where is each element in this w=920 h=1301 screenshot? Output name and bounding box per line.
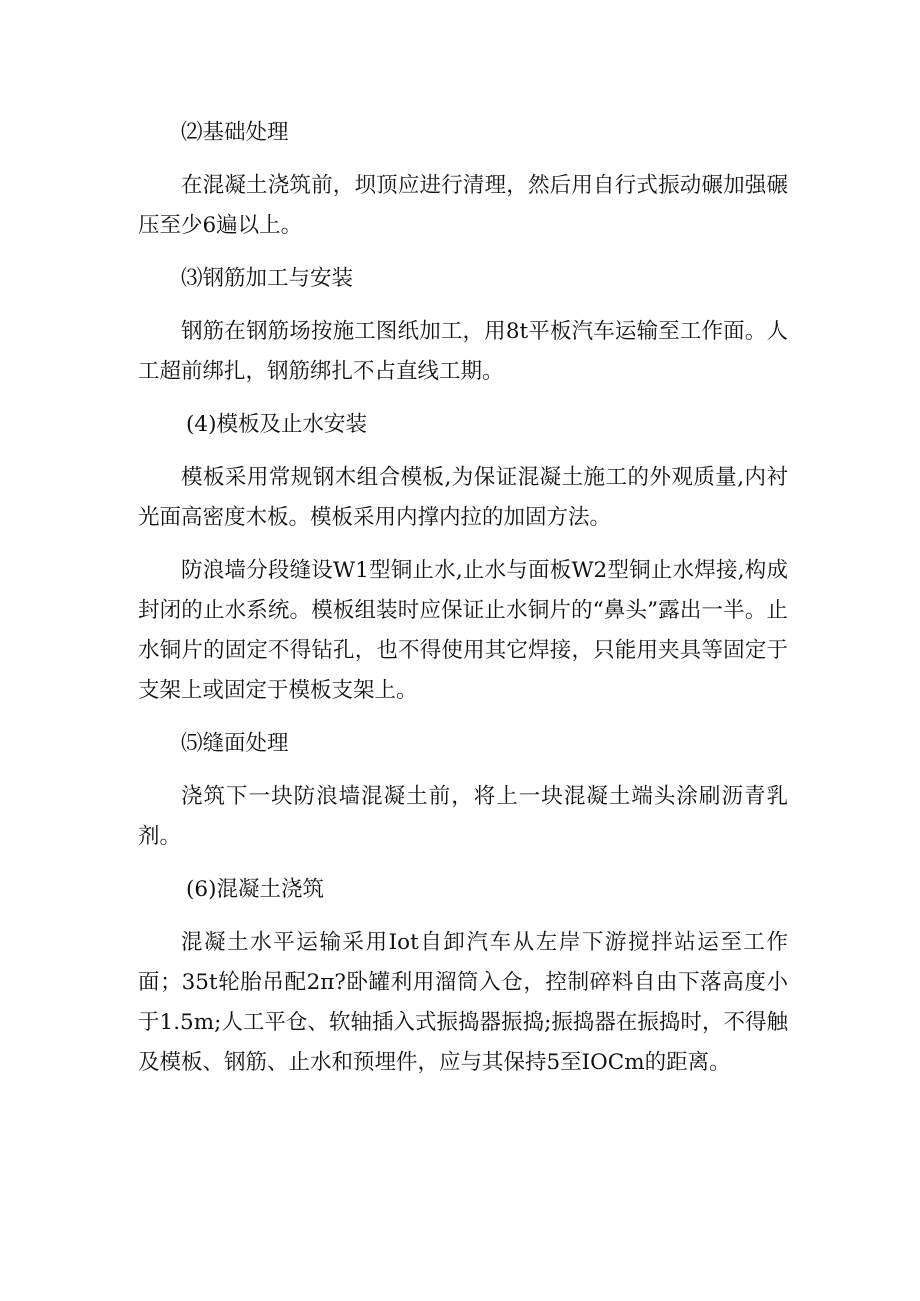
paragraph-joint: 浇筑下一块防浪墙混凝土前，将上一块混凝土端头涂刷沥青乳剂。 xyxy=(138,784,788,849)
paragraph-pouring: 混凝土水平运输采用Iot自卸汽车从左岸下游搅拌站运至工作面；35t轮胎吊配2π?卧罐利用溜筒入仓，控制碎料自由下落高度小于1.5m;人工平仓、软轴插入式振捣器振捣;振捣器在振捣时，不得触及模板、钢筋、止水和预埋件，应与其保持5至IOCm的距离。 xyxy=(138,930,788,1075)
section-heading-rebar: ⑶钢筋加工与安装 xyxy=(181,266,354,291)
section-heading-joint: ⑸缝面处理 xyxy=(181,731,289,756)
section-heading-formwork: (4)模板及止水安装 xyxy=(186,412,367,437)
section-heading-pouring: (6)混凝土浇筑 xyxy=(186,877,324,902)
paragraph-formwork: 模板采用常规钢木组合模板,为保证混凝土施工的外观质量,内衬光面高密度木板。模板采用内撑内拉的加固方法。 xyxy=(138,465,788,530)
paragraph-waterstop: 防浪墙分段缝设W1型铜止水,止水与面板W2型铜止水焊接,构成封闭的止水系统。模板组装时应保证止水铜片的“鼻头”露出一半。止水铜片的固定不得钻孔，也不得使用其它焊接，只能用夹具等固定于支架上或固定于模板支架上。 xyxy=(138,558,788,703)
paragraph-rebar: 钢筋在钢筋场按施工图纸加工，用8t平板汽车运输至工作面。人工超前绑扎，钢筋绑扎不占直线工期。 xyxy=(138,319,788,384)
paragraph-foundation: 在混凝土浇筑前，坝顶应进行清理，然后用自行式振动碾加强碾压至少6遍以上。 xyxy=(138,173,788,238)
document-body xyxy=(138,113,788,1096)
section-heading-foundation: ⑵基础处理 xyxy=(181,120,289,145)
